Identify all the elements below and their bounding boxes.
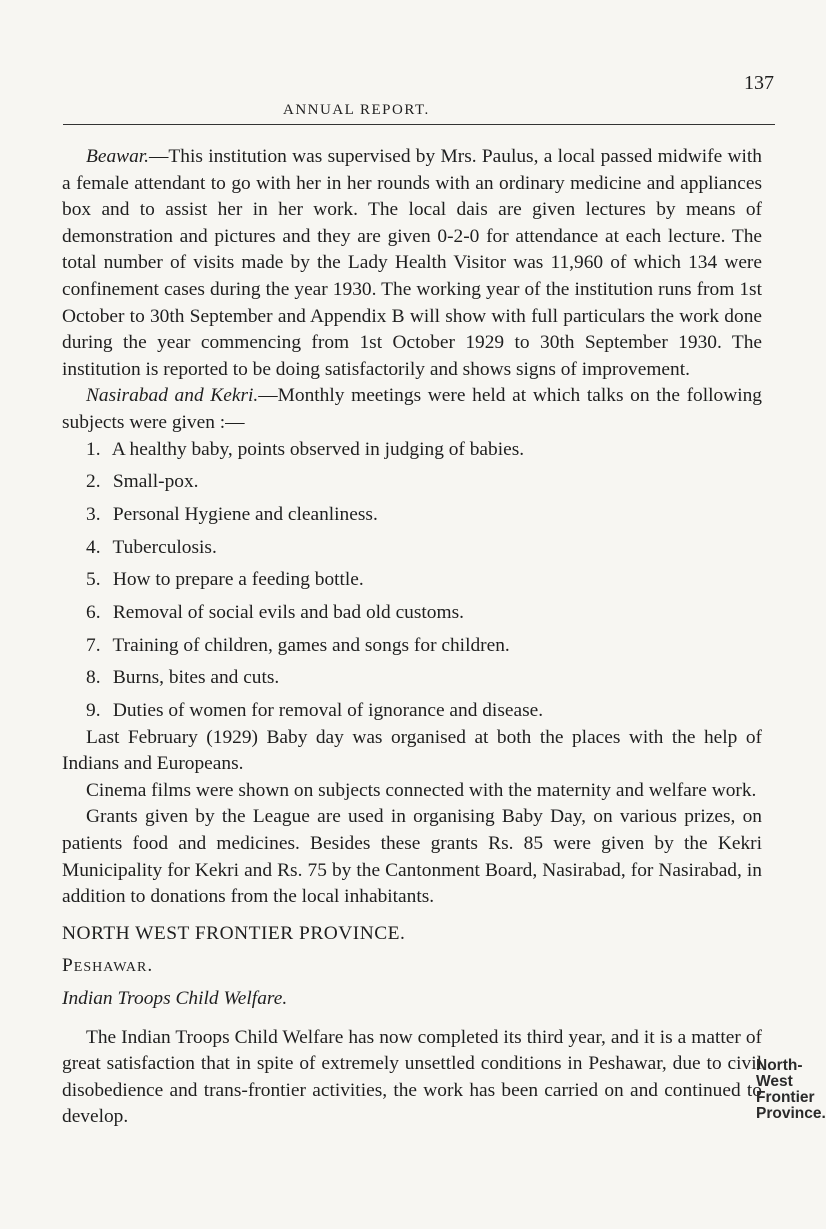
list-item: 2. Small-pox. <box>86 471 199 493</box>
nasirabad-text: —Monthly meetings were held at which talks on the following subjects were given :— <box>62 385 762 433</box>
page-number: 137 <box>744 72 774 94</box>
list-item: 1. A healthy baby, points observed in judging of babies. <box>86 438 525 460</box>
margin-note-line: Province. <box>756 1105 826 1122</box>
subsection-heading: Indian Troops Child Welfare. <box>62 987 288 1009</box>
list-item: 4. Tuberculosis. <box>86 536 217 558</box>
nasirabad-heading: Nasirabad and Kekri. <box>86 385 259 407</box>
subjects-list <box>62 437 762 725</box>
beawar-text: —This institution was supervised by Mrs. Paulus, a local passed midwife with a female attendant to go with her in her rounds with an ordinary medicine and appliances box and to assist her in her work. The local dais are given lectures by means of demonstration and pictures and they are given 0-2-0 for attendance at each lecture. The total number of visits made by the Lady Health Visitor was 11,960 of which 134 were confinement cases during the year 1930. The working year of the institution runs from 1st October to 30th September and Appendix B will show with full particulars the work done during the year commencing from 1st October 1929 to 30th September 1930. The institution is reported to be doing satisfactorily and shows signs of improvement. <box>62 146 762 380</box>
body-text <box>62 144 762 1131</box>
header-rule <box>63 124 775 125</box>
beawar-paragraph <box>62 144 762 383</box>
list-item: 5. How to prepare a feeding bottle. <box>86 569 364 591</box>
district-heading: Peshawar. <box>62 955 154 977</box>
section-title: NORTH WEST FRONTIER PROVINCE. <box>62 922 406 944</box>
grants-paragraph: Grants given by the League are used in organising Baby Day, on various prizes, on patients food and medicines. Besides these grants Rs. 85 were given by the Kekri Municipality for Kekri and Rs. 75 by the Cantonment Board, Nasirabad, for Nasirabad, in addition to donations from the local inhabitants. <box>62 806 762 908</box>
margin-note-line: Frontier <box>756 1089 815 1106</box>
list-item: 6. Removal of social evils and bad old customs. <box>86 601 464 623</box>
list-item: 3. Personal Hygiene and cleanliness. <box>86 503 378 525</box>
baby-day-paragraph: Last February (1929) Baby day was organised at both the places with the help of Indians and Europeans. <box>62 726 762 775</box>
nwfp-paragraph: The Indian Troops Child Welfare has now completed its third year, and it is a matter of great satisfaction that in spite of extremely unsettled conditions in Peshawar, due to civil disobedience and trans-frontier activities, the work has been carried on and continued to develop. <box>62 1026 762 1128</box>
list-item: 7. Training of children, games and songs for children. <box>86 634 510 656</box>
page-header <box>0 72 800 118</box>
list-item: 8. Burns, bites and cuts. <box>86 667 280 689</box>
running-title: ANNUAL REPORT. <box>283 102 430 118</box>
nasirabad-paragraph <box>62 383 762 436</box>
cinema-paragraph: Cinema films were shown on subjects connected with the maternity and welfare work. <box>86 779 757 801</box>
list-item: 9. Duties of women for removal of ignorance and disease. <box>86 700 544 722</box>
margin-note <box>756 1057 826 1122</box>
beawar-heading: Beawar. <box>86 146 150 167</box>
margin-note-line: North-West <box>756 1057 803 1090</box>
